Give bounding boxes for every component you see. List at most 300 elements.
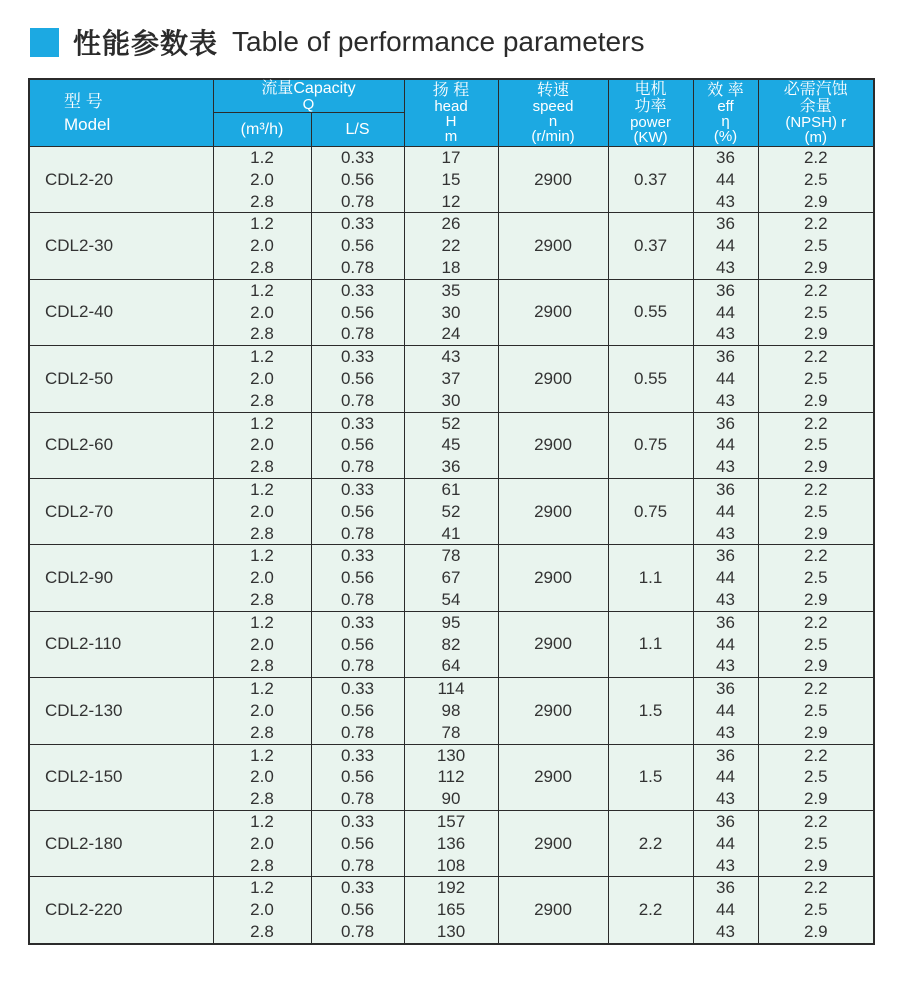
flow-cell xyxy=(213,279,311,345)
speed-cell: 2900 xyxy=(498,412,608,478)
power-cell: 0.75 xyxy=(608,412,693,478)
eff-value: 44 xyxy=(716,435,735,455)
flow-value: 2.8 xyxy=(250,722,274,742)
model-cell: CDL2-50 xyxy=(29,346,213,412)
head-header-en: head xyxy=(434,98,468,115)
ls-value: 0.33 xyxy=(340,479,375,499)
eff-value: 36 xyxy=(716,878,735,898)
ls-value: 0.33 xyxy=(340,413,375,433)
head-cell xyxy=(404,678,498,744)
eff-value: 43 xyxy=(716,921,735,941)
head-value: 41 xyxy=(441,523,461,543)
flow-value: 1.2 xyxy=(250,413,274,433)
page-title-zh: 性能参数表 xyxy=(73,28,219,59)
ls-value: 0.78 xyxy=(340,523,375,543)
model-header-en: Model xyxy=(64,115,111,134)
flow-value: 2.8 xyxy=(250,656,274,676)
flow-cell xyxy=(213,877,311,944)
model-cell: CDL2-90 xyxy=(29,545,213,611)
eff-value: 44 xyxy=(716,700,735,720)
npsh-cell xyxy=(758,478,874,544)
npsh-cell xyxy=(758,213,874,279)
flow-value: 2.0 xyxy=(250,900,274,920)
npsh-value: 2.5 xyxy=(803,501,828,521)
flow-value: 1.2 xyxy=(250,811,274,831)
eff-value: 43 xyxy=(716,324,735,344)
power-cell: 2.2 xyxy=(608,877,693,944)
col-header-eff xyxy=(693,79,758,147)
ls-cell xyxy=(311,678,404,744)
capacity-header-zh: 流量Capacity xyxy=(261,80,356,97)
table-row xyxy=(29,545,874,611)
eff-value: 43 xyxy=(716,457,735,477)
col-header-capacity xyxy=(213,79,404,113)
col-header-ls: L/S xyxy=(311,113,404,147)
head-value: 52 xyxy=(441,413,461,433)
npsh-value: 2.2 xyxy=(803,214,828,234)
power-cell: 1.1 xyxy=(608,611,693,677)
power-cell: 0.55 xyxy=(608,279,693,345)
head-value: 18 xyxy=(441,257,461,277)
head-value: 112 xyxy=(437,767,465,787)
ls-cell xyxy=(311,478,404,544)
head-value: 15 xyxy=(441,169,461,189)
npsh-value: 2.9 xyxy=(803,191,828,211)
table-row xyxy=(29,611,874,677)
eff-cell xyxy=(693,810,758,876)
head-value: 165 xyxy=(436,900,466,920)
speed-cell: 2900 xyxy=(498,279,608,345)
speed-cell: 2900 xyxy=(498,810,608,876)
table-row xyxy=(29,810,874,876)
head-header-unit: m xyxy=(444,128,458,145)
ls-cell xyxy=(311,744,404,810)
title-bullet-icon xyxy=(30,28,59,57)
flow-value: 1.2 xyxy=(250,148,274,167)
table-row xyxy=(29,478,874,544)
page-title-en: Table of performance parameters xyxy=(232,26,645,57)
ls-value: 0.78 xyxy=(340,457,375,477)
col-header-head xyxy=(404,79,498,147)
eff-value: 36 xyxy=(716,811,735,831)
flow-value: 2.0 xyxy=(250,767,274,787)
ls-value: 0.78 xyxy=(340,191,375,211)
ls-cell xyxy=(311,279,404,345)
col-header-speed xyxy=(498,79,608,147)
npsh-value: 2.5 xyxy=(803,302,828,322)
ls-value: 0.33 xyxy=(340,280,375,300)
npsh-value: 2.2 xyxy=(803,479,828,499)
head-value: 35 xyxy=(441,280,461,300)
npsh-cell xyxy=(758,346,874,412)
table-row xyxy=(29,346,874,412)
eff-value: 36 xyxy=(716,347,735,367)
npsh-value: 2.5 xyxy=(803,700,828,720)
npsh-value: 2.9 xyxy=(803,324,828,344)
ls-value: 0.33 xyxy=(340,546,375,566)
npsh-value: 2.2 xyxy=(803,148,828,167)
head-value: 26 xyxy=(441,214,461,234)
power-header-zh2: 功率 xyxy=(634,98,667,115)
eff-cell xyxy=(693,545,758,611)
flow-value: 2.8 xyxy=(250,324,274,344)
speed-header-en: speed xyxy=(532,98,574,115)
ls-value: 0.33 xyxy=(340,347,375,367)
npsh-value: 2.5 xyxy=(803,236,828,256)
model-cell: CDL2-220 xyxy=(29,877,213,944)
power-header-en: power xyxy=(630,114,671,131)
head-value: 37 xyxy=(441,368,461,388)
ls-value: 0.78 xyxy=(340,855,375,875)
flow-value: 2.0 xyxy=(250,634,274,654)
eff-cell xyxy=(693,744,758,810)
flow-value: 2.0 xyxy=(250,368,274,388)
head-cell xyxy=(404,412,498,478)
ls-value: 0.56 xyxy=(340,900,375,920)
power-cell: 1.1 xyxy=(608,545,693,611)
npsh-value: 2.5 xyxy=(803,435,828,455)
speed-cell: 2900 xyxy=(498,877,608,944)
power-header-zh1: 电机 xyxy=(634,81,667,98)
head-value: 78 xyxy=(441,546,461,566)
head-value: 43 xyxy=(441,347,461,367)
eff-cell xyxy=(693,147,758,213)
flow-value: 2.8 xyxy=(250,789,274,809)
model-cell: CDL2-30 xyxy=(29,213,213,279)
npsh-value: 2.2 xyxy=(803,679,828,699)
eff-value: 44 xyxy=(716,501,735,521)
ls-value: 0.33 xyxy=(340,811,375,831)
head-value: 45 xyxy=(441,435,461,455)
npsh-value: 2.2 xyxy=(803,612,828,632)
eff-value: 43 xyxy=(716,722,735,742)
eff-header-en: eff xyxy=(717,98,734,115)
ls-value: 0.78 xyxy=(340,789,375,809)
npsh-value: 2.2 xyxy=(803,546,828,566)
table-row xyxy=(29,147,874,213)
head-value: 64 xyxy=(441,656,461,676)
head-value: 36 xyxy=(441,457,461,477)
eff-cell xyxy=(693,611,758,677)
head-value: 136 xyxy=(436,833,466,853)
ls-value: 0.56 xyxy=(340,700,375,720)
ls-value: 0.78 xyxy=(340,257,375,277)
flow-cell xyxy=(213,545,311,611)
eff-cell xyxy=(693,478,758,544)
col-header-m3h: (m³/h) xyxy=(213,113,311,147)
npsh-value: 2.9 xyxy=(803,855,828,875)
head-value: 82 xyxy=(441,634,461,654)
capacity-header-symbol: Q xyxy=(302,96,315,113)
ls-value: 0.78 xyxy=(340,921,375,941)
speed-cell: 2900 xyxy=(498,478,608,544)
ls-cell xyxy=(311,412,404,478)
eff-header-symbol: η xyxy=(721,113,730,130)
head-cell xyxy=(404,279,498,345)
npsh-value: 2.2 xyxy=(803,347,828,367)
power-cell: 2.2 xyxy=(608,810,693,876)
npsh-value: 2.2 xyxy=(803,878,828,898)
model-cell: CDL2-110 xyxy=(29,611,213,677)
npsh-value: 2.5 xyxy=(803,833,828,853)
ls-value: 0.33 xyxy=(340,148,375,167)
eff-value: 44 xyxy=(716,302,735,322)
head-value: 98 xyxy=(441,700,461,720)
eff-value: 36 xyxy=(716,612,735,632)
model-cell: CDL2-130 xyxy=(29,678,213,744)
performance-table xyxy=(28,78,875,945)
head-value: 52 xyxy=(441,501,461,521)
npsh-cell xyxy=(758,279,874,345)
head-value: 130 xyxy=(436,745,466,765)
speed-cell: 2900 xyxy=(498,213,608,279)
power-cell: 0.55 xyxy=(608,346,693,412)
flow-value: 2.8 xyxy=(250,589,274,609)
npsh-cell xyxy=(758,810,874,876)
table-row xyxy=(29,744,874,810)
flow-value: 1.2 xyxy=(250,679,274,699)
model-header-zh: 型 号 xyxy=(64,92,103,111)
npsh-value: 2.5 xyxy=(803,900,828,920)
ls-cell xyxy=(311,810,404,876)
eff-cell xyxy=(693,678,758,744)
eff-value: 44 xyxy=(716,767,735,787)
ls-value: 0.56 xyxy=(340,568,375,588)
eff-value: 43 xyxy=(716,390,735,410)
ls-value: 0.33 xyxy=(340,878,375,898)
npsh-value: 2.5 xyxy=(803,368,828,388)
head-value: 114 xyxy=(437,679,465,699)
flow-value: 1.2 xyxy=(250,214,274,234)
eff-cell xyxy=(693,346,758,412)
npsh-cell xyxy=(758,412,874,478)
npsh-value: 2.2 xyxy=(803,280,828,300)
table-header xyxy=(29,79,874,147)
npsh-value: 2.5 xyxy=(803,568,828,588)
ls-cell xyxy=(311,213,404,279)
flow-value: 2.8 xyxy=(250,191,274,211)
eff-value: 44 xyxy=(716,568,735,588)
eff-value: 44 xyxy=(716,368,735,388)
flow-cell xyxy=(213,744,311,810)
npsh-value: 2.9 xyxy=(803,257,828,277)
eff-value: 44 xyxy=(716,900,735,920)
ls-cell xyxy=(311,346,404,412)
eff-header-unit: (%) xyxy=(713,128,738,145)
npsh-value: 2.2 xyxy=(803,745,828,765)
head-value: 17 xyxy=(441,148,461,167)
table-row xyxy=(29,279,874,345)
speed-header-zh: 转速 xyxy=(537,82,570,99)
eff-value: 44 xyxy=(716,169,735,189)
flow-value: 2.0 xyxy=(250,302,274,322)
power-cell: 0.37 xyxy=(608,147,693,213)
speed-header-unit: (r/min) xyxy=(531,128,575,145)
flow-value: 2.0 xyxy=(250,236,274,256)
npsh-header-zh2: 余量 xyxy=(799,98,832,115)
eff-value: 43 xyxy=(716,257,735,277)
model-cell: CDL2-20 xyxy=(29,147,213,213)
head-cell xyxy=(404,213,498,279)
speed-cell: 2900 xyxy=(498,678,608,744)
head-value: 157 xyxy=(436,811,466,831)
npsh-value: 2.5 xyxy=(803,634,828,654)
speed-cell: 2900 xyxy=(498,545,608,611)
head-cell xyxy=(404,147,498,213)
power-header-unit: (KW) xyxy=(633,129,668,146)
npsh-value: 2.9 xyxy=(803,390,828,410)
ls-value: 0.56 xyxy=(340,501,375,521)
head-value: 22 xyxy=(441,236,461,256)
flow-value: 1.2 xyxy=(250,347,274,367)
npsh-cell xyxy=(758,611,874,677)
ls-value: 0.33 xyxy=(340,612,375,632)
head-value: 95 xyxy=(441,612,461,632)
model-cell: CDL2-60 xyxy=(29,412,213,478)
npsh-header-unit: (m) xyxy=(804,129,828,146)
eff-value: 36 xyxy=(716,546,735,566)
ls-cell xyxy=(311,611,404,677)
ls-value: 0.56 xyxy=(340,368,375,388)
npsh-cell xyxy=(758,545,874,611)
col-header-model xyxy=(29,79,213,147)
head-value: 192 xyxy=(436,878,466,898)
ls-value: 0.56 xyxy=(340,634,375,654)
npsh-value: 2.9 xyxy=(803,789,828,809)
eff-value: 36 xyxy=(716,214,735,234)
model-cell: CDL2-150 xyxy=(29,744,213,810)
ls-value: 0.78 xyxy=(340,589,375,609)
eff-value: 36 xyxy=(716,745,735,765)
head-cell xyxy=(404,545,498,611)
npsh-value: 2.9 xyxy=(803,589,828,609)
npsh-cell xyxy=(758,147,874,213)
head-value: 78 xyxy=(441,722,461,742)
ls-cell xyxy=(311,147,404,213)
eff-value: 36 xyxy=(716,280,735,300)
flow-value: 2.0 xyxy=(250,568,274,588)
table-row xyxy=(29,213,874,279)
head-value: 130 xyxy=(436,921,466,941)
head-value: 90 xyxy=(441,789,461,809)
power-cell: 0.37 xyxy=(608,213,693,279)
npsh-cell xyxy=(758,877,874,944)
flow-value: 1.2 xyxy=(250,479,274,499)
ls-value: 0.78 xyxy=(340,722,375,742)
flow-value: 2.8 xyxy=(250,855,274,875)
page-title xyxy=(30,22,644,62)
speed-cell: 2900 xyxy=(498,744,608,810)
power-cell: 1.5 xyxy=(608,744,693,810)
ls-value: 0.78 xyxy=(340,390,375,410)
flow-cell xyxy=(213,412,311,478)
col-header-npsh xyxy=(758,79,874,147)
eff-cell xyxy=(693,213,758,279)
npsh-cell xyxy=(758,744,874,810)
head-cell xyxy=(404,478,498,544)
eff-value: 36 xyxy=(716,479,735,499)
power-cell: 0.75 xyxy=(608,478,693,544)
npsh-value: 2.5 xyxy=(803,767,828,787)
npsh-header-zh1: 必需汽蚀 xyxy=(783,81,848,98)
eff-value: 43 xyxy=(716,191,735,211)
eff-value: 44 xyxy=(716,236,735,256)
npsh-value: 2.9 xyxy=(803,523,828,543)
flow-value: 1.2 xyxy=(250,612,274,632)
speed-cell: 2900 xyxy=(498,346,608,412)
npsh-value: 2.9 xyxy=(803,722,828,742)
head-header-symbol: H xyxy=(445,113,457,130)
flow-value: 2.0 xyxy=(250,833,274,853)
eff-value: 43 xyxy=(716,855,735,875)
eff-value: 43 xyxy=(716,589,735,609)
npsh-header-symbol: (NPSH) r xyxy=(785,114,847,131)
npsh-value: 2.2 xyxy=(803,811,828,831)
eff-cell xyxy=(693,412,758,478)
npsh-value: 2.2 xyxy=(803,413,828,433)
eff-value: 36 xyxy=(716,148,735,167)
speed-header-symbol: n xyxy=(548,113,558,130)
head-value: 54 xyxy=(441,589,461,609)
head-value: 30 xyxy=(441,302,461,322)
ls-value: 0.56 xyxy=(340,302,375,322)
ls-value: 0.33 xyxy=(340,679,375,699)
table-row xyxy=(29,877,874,944)
head-header-zh: 扬 程 xyxy=(432,82,470,99)
eff-value: 43 xyxy=(716,523,735,543)
npsh-cell xyxy=(758,678,874,744)
head-value: 12 xyxy=(441,191,461,211)
flow-value: 2.0 xyxy=(250,700,274,720)
flow-cell xyxy=(213,346,311,412)
flow-value: 2.8 xyxy=(250,257,274,277)
head-value: 108 xyxy=(436,855,466,875)
flow-value: 2.8 xyxy=(250,390,274,410)
flow-value: 2.0 xyxy=(250,169,274,189)
ls-value: 0.56 xyxy=(340,767,375,787)
col-header-power xyxy=(608,79,693,147)
eff-value: 36 xyxy=(716,413,735,433)
flow-value: 2.8 xyxy=(250,457,274,477)
eff-value: 44 xyxy=(716,833,735,853)
ls-value: 0.56 xyxy=(340,236,375,256)
npsh-value: 2.9 xyxy=(803,921,828,941)
model-cell: CDL2-40 xyxy=(29,279,213,345)
eff-value: 43 xyxy=(716,656,735,676)
table-body xyxy=(29,147,874,944)
ls-value: 0.56 xyxy=(340,169,375,189)
flow-value: 2.8 xyxy=(250,523,274,543)
speed-cell: 2900 xyxy=(498,147,608,213)
flow-value: 2.0 xyxy=(250,501,274,521)
ls-value: 0.33 xyxy=(340,214,375,234)
ls-value: 0.78 xyxy=(340,656,375,676)
speed-cell: 2900 xyxy=(498,611,608,677)
flow-cell xyxy=(213,611,311,677)
flow-cell xyxy=(213,478,311,544)
flow-cell xyxy=(213,213,311,279)
ls-value: 0.78 xyxy=(340,324,375,344)
head-cell xyxy=(404,810,498,876)
eff-value: 43 xyxy=(716,789,735,809)
flow-cell xyxy=(213,147,311,213)
flow-value: 1.2 xyxy=(250,280,274,300)
power-cell: 1.5 xyxy=(608,678,693,744)
eff-cell xyxy=(693,279,758,345)
head-cell xyxy=(404,346,498,412)
eff-value: 44 xyxy=(716,634,735,654)
npsh-value: 2.5 xyxy=(803,169,828,189)
